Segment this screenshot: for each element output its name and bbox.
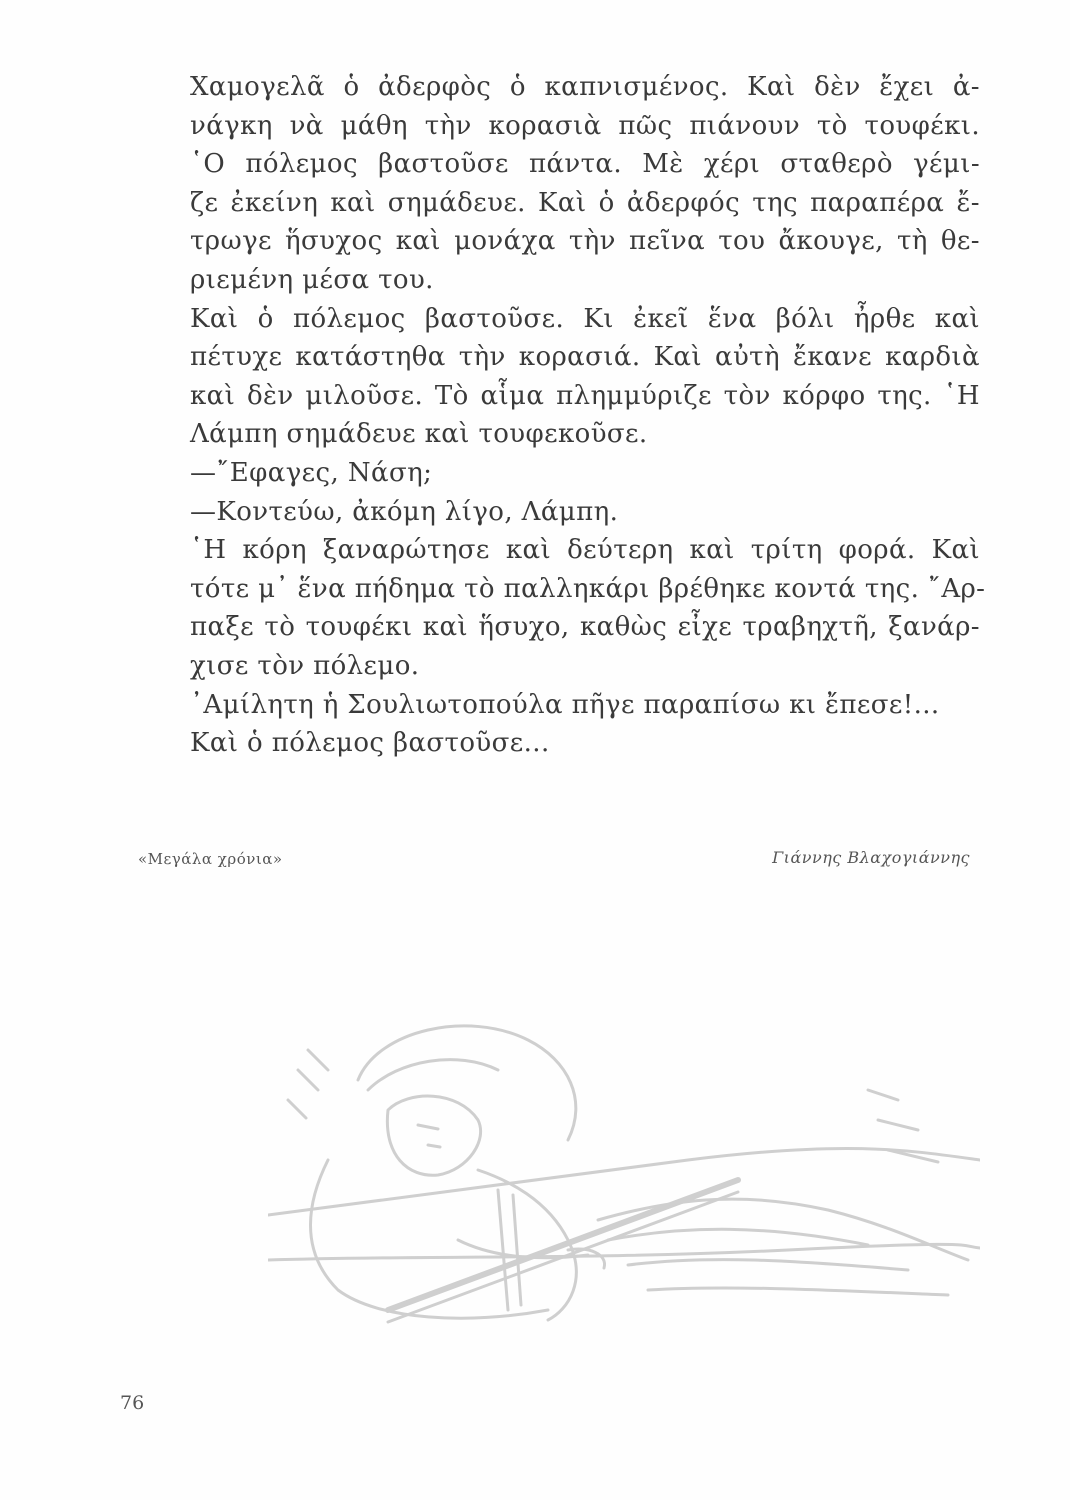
text-line: καὶ δὲν μιλοῦσε. Τὸ αἷμα πλημμύριζε τὸν κόρφο της. ῾Η bbox=[190, 380, 980, 411]
text-line: νάγκη νὰ μάθη τὴν κορασιὰ πῶς πιάνουν τὸ τουφέκι. bbox=[190, 110, 980, 141]
dialogue-line: —῎Εφαγες, Νάση; bbox=[190, 457, 433, 488]
source-title: «Μεγάλα χρόνια» bbox=[138, 850, 283, 868]
page-number: 76 bbox=[120, 1392, 145, 1414]
author-name: Γιάννης Βλαχογιάννης bbox=[772, 848, 970, 867]
text-line: Λάμπη σημάδευε καὶ τουφεκοῦσε. bbox=[190, 419, 648, 450]
woodcut-illustration bbox=[268, 1010, 980, 1330]
text-line: ζε ἐκείνη καὶ σημάδευε. Καὶ ὁ ἀδερφός της παραπέρα ἔ- bbox=[190, 187, 980, 218]
story-text bbox=[190, 68, 986, 763]
text-line: Καὶ ὁ πόλεμος βαστοῦσε... bbox=[190, 728, 550, 759]
text-line: πέτυχε κατάστηθα τὴν κορασιά. Καὶ αὐτὴ ἔκανε καρδιὰ bbox=[190, 342, 980, 373]
text-line: ᾿Αμίλητη ἡ Σουλιωτοπούλα πῆγε παραπίσω κι ἔπεσε!... bbox=[190, 689, 940, 720]
text-line: Χαμογελᾶ ὁ ἀδερφὸς ὁ καπνισμένος. Καὶ δὲν ἔχει ἀ- bbox=[190, 72, 980, 102]
text-line: ῾Η κόρη ξαναρώτησε καὶ δεύτερη καὶ τρίτη φορά. Καὶ bbox=[190, 535, 980, 566]
text-line: παξε τὸ τουφέκι καὶ ἥσυχο, καθὼς εἶχε τραβηχτῆ, ξανάρ- bbox=[190, 612, 980, 643]
text-line: τρωγε ἥσυχος καὶ μονάχα τὴν πεῖνα του ἄκουγε, τὴ θε- bbox=[190, 226, 980, 257]
dialogue-line: —Κοντεύω, ἀκόμη λίγο, Λάμπη. bbox=[190, 496, 619, 527]
text-line: ριεμένη μέσα του. bbox=[190, 264, 434, 295]
text-line: Καὶ ὁ πόλεμος βαστοῦσε. Κι ἐκεῖ ἕνα βόλι ἦρθε καὶ bbox=[190, 303, 980, 334]
text-line: χισε τὸν πόλεμο. bbox=[190, 650, 420, 681]
text-line: ῾Ο πόλεμος βαστοῦσε πάντα. Μὲ χέρι σταθερὸ γέμι- bbox=[190, 149, 980, 180]
text-line: τότε μ᾿ ἕνα πήδημα τὸ παλληκάρι βρέθηκε κοντά της. ῎Αρ- bbox=[190, 573, 986, 604]
